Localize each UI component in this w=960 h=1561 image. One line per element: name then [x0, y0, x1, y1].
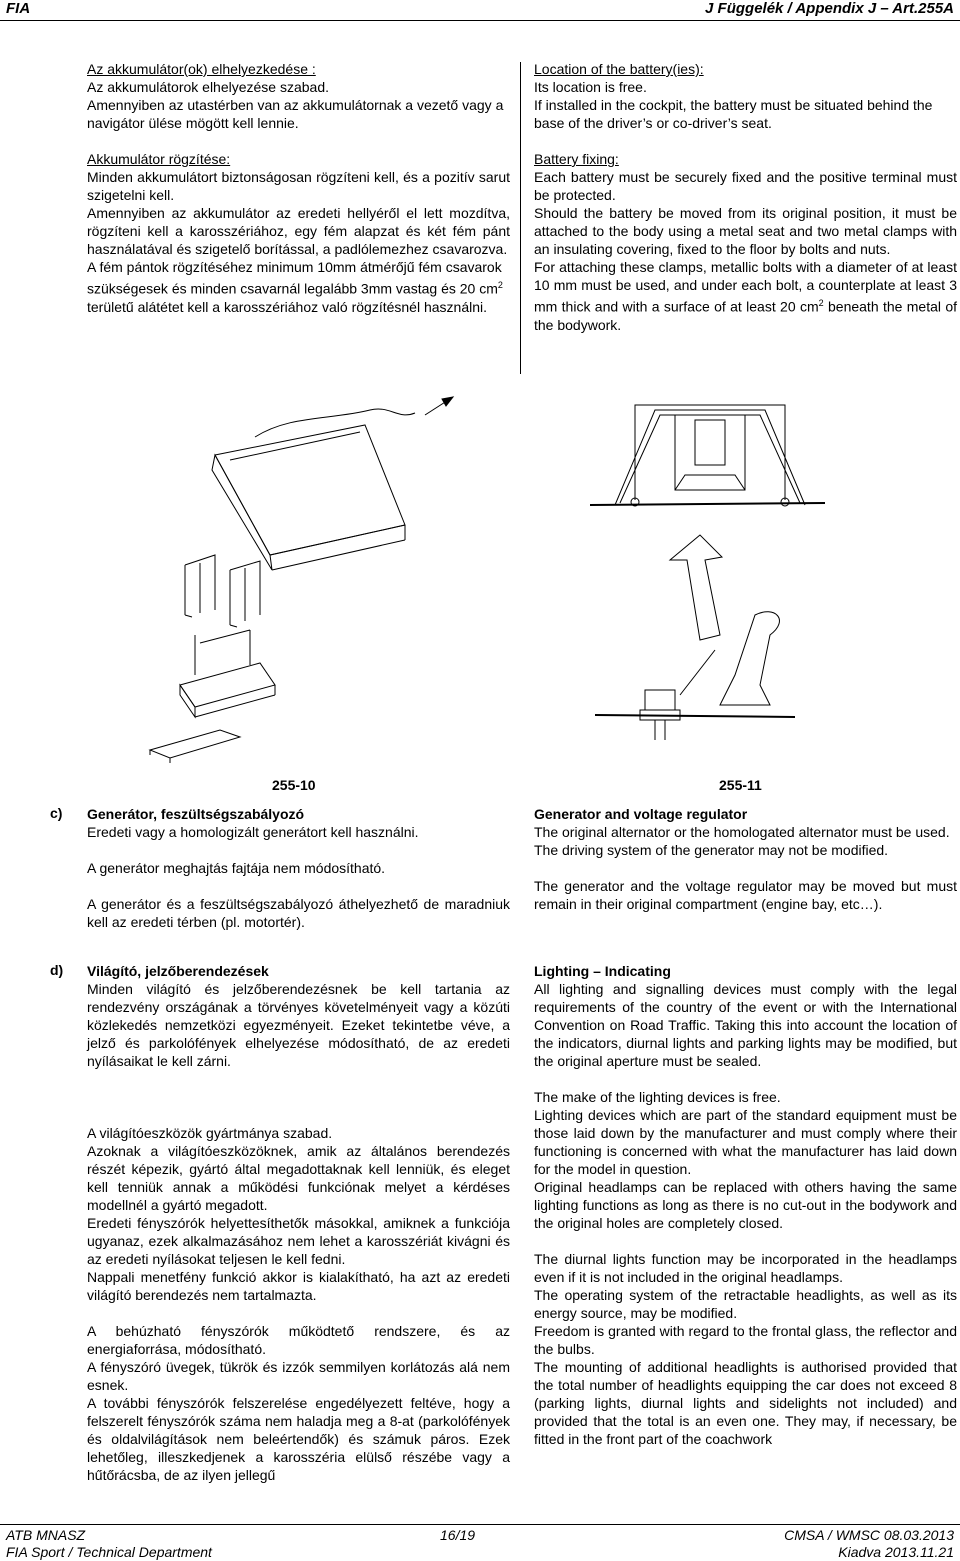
en-fixing-p1: Each battery must be securely fixed and the positive terminal must be protected. — [534, 169, 957, 203]
section-d-en-p1: All lighting and signalling devices must comply with the legal requirements of the country of the event or with the International Convention on Road Traffic. Taking this into account the location of the indicators, diurnal lights and parking lights may be modified, but the original aperture must be sealed. — [534, 981, 957, 1069]
column-divider — [520, 62, 521, 374]
section-d-english — [534, 962, 957, 1448]
hu-location-title: Az akkumulátor(ok) elhelyezkedése : — [87, 61, 316, 77]
section-c-hungarian — [87, 805, 510, 931]
section-d-hu-p5: Nappali menetfény funkció akkor is kialakítható, ha azt az eredeti világító berendezés nem tartalmazta. — [87, 1269, 510, 1303]
footer-right-line1: CMSA / WMSC 08.03.2013 — [784, 1527, 954, 1543]
section-c-en-title: Generator and voltage regulator — [534, 806, 748, 822]
en-location-line2: If installed in the cockpit, the battery must be situated behind the base of the driver’s or co-driver’s seat. — [534, 97, 933, 131]
battery-section-figure-right — [560, 385, 950, 765]
section-c-en-p1b: The driving system of the generator may not be modified. — [534, 842, 889, 858]
en-fixing-p3b: beneath the metal of the bodywork. — [534, 298, 957, 333]
section-d-en-p8: The mounting of additional headlights is authorised provided that the total number of headlights equipping the car does not exceed 8 (parking lights, diurnal lights and sidelights not included) and provided that the total is an even one. They may, if necessary, be fitted in the front part of the coachwork — [534, 1359, 957, 1447]
section-d-hu-p7: A fényszóró üvegek, tükrök és izzók semmilyen korlátozás alá nem esnek. — [87, 1359, 510, 1393]
hu-fixing-p3b: területű alátétet kell a karosszériához való rögzítésnél használni. — [87, 298, 487, 315]
section-d-hu-p8: A további fényszórók felszerelése engedélyezett feltéve, hogy a felszerelt fényszórók száma nem haladja meg a 8-at (parkolófények és oldalvilágítások nem beleértendők) és számuk páros. Ezek lehetőleg, illeszkedjenek a karosszéria elülső részébe vagy a hűtőrácsba, de az ilyen jellegű — [87, 1395, 510, 1483]
hu-fixing-p1: Minden akkumulátort biztonságosan rögzíteni kell, és a pozitív sarut szigetelni kell. — [87, 169, 510, 203]
section-d-en-p5: The diurnal lights function may be incorporated in the headlamps even if it is not included in the original headlamps. — [534, 1251, 957, 1285]
battery-figure-left — [140, 385, 480, 765]
section-c-letter: c) — [50, 805, 63, 821]
section-d-hu-p4: Eredeti fényszórók helyettesíthetők másokkal, amiknek a funkciója ugyanaz, ezek alkalmazásához nem lehet a karosszériát kivágni és az eredeti nyílásokat teljesen le kell fedni. — [87, 1215, 510, 1267]
en-fixing-p3sup: 2 — [818, 298, 824, 308]
header-rule — [0, 20, 960, 21]
footer-right-line2: Kiadva 2013.11.21 — [838, 1544, 954, 1560]
hu-fixing-p3sup: 2 — [497, 280, 503, 290]
en-fixing-title: Battery fixing: — [534, 151, 619, 167]
section-d-letter: d) — [50, 962, 64, 978]
hu-location-line1: Az akkumulátorok elhelyezése szabad. — [87, 79, 330, 95]
footer-rule — [0, 1524, 960, 1525]
en-location-title: Location of the battery(ies): — [534, 61, 704, 77]
section-d-en-p6: The operating system of the retractable headlights, as well as its energy source, may be modified. — [534, 1287, 957, 1321]
hu-fixing-title: Akkumulátor rögzítése: — [87, 151, 231, 167]
hu-location-line2: Amennyiben az utastérben van az akkumulátornak a vezető vagy a navigátor ülése mögött kell lennie. — [87, 97, 504, 131]
hu-fixing-p2: Amennyiben az akkumulátor az eredeti hellyéről el lett mozdítva, rögzíteni kell a karosszériához, egy fém alapzat és két fém pánt használatával és szigetelő borítással, a padlólemezhez csavarozva. — [87, 205, 510, 257]
page-header — [0, 0, 960, 20]
footer-left-line1: ATB MNASZ — [6, 1527, 86, 1543]
en-location-line1: Its location is free. — [534, 79, 647, 95]
section-c-hu-title: Generátor, feszültségszabályozó — [87, 806, 305, 822]
top-english-column — [534, 60, 957, 334]
header-right: J Függelék / Appendix J – Art.255A — [705, 0, 954, 17]
page-footer — [0, 1527, 960, 1561]
en-fixing-p2: Should the battery be moved from its original position, it must be attached to the body using a metal seat and two metal clamps with an insulating covering, fixed to the floor by bolts and nuts. — [534, 205, 957, 257]
section-d-hu-p3: Azoknak a világítóeszközöknek, amik az általános berendezés részét képezik, gyártó által megadottaknak kell lenniük, és eleget kell tenniük annak a működési funkciónak melyet a kérdéses modellnél a gyártó megadott. — [87, 1143, 510, 1213]
en-fixing-p3a: For attaching these clamps, metallic bolts with a diameter of at least 10 mm must be used, and under each bolt, a counterplate at least 3 mm thick and with a surface of at least 20 cm — [534, 259, 957, 315]
section-c-hu-p2: A generátor meghajtás fajtája nem módosítható. — [87, 860, 386, 876]
top-hungarian-column — [87, 60, 510, 316]
section-d-en-p4: Original headlamps can be replaced with others having the same lighting functions as long as there is no cut-out in the bodywork and the original holes are completely closed. — [534, 1179, 957, 1231]
section-d-hu-p1: Minden világító és jelzőberendezésnek be kell tartania az rendezvény országának a törvényes követelményeit vagy a közúti közlekedés nemzetközi egyezményeit. Ezeket tekintetbe véve, a jelző és parkolófények elhelyezése módosítható, de az eredeti nyílásaikat le kell zárni. — [87, 981, 510, 1069]
section-c-en-p2: The generator and the voltage regulator may be moved but must remain in their original compartment (engine bay, etc…). — [534, 878, 957, 912]
section-d-en-p3: Lighting devices which are part of the standard equipment must be those laid down by the manufacturer and must comply where their functioning is concerned with what the manufacturer has laid down for the model in question. — [534, 1107, 957, 1177]
footer-page-number: 16/19 — [440, 1527, 476, 1543]
section-c-hu-p1: Eredeti vagy a homologizált generátort kell használni. — [87, 824, 419, 840]
section-d-en-p7: Freedom is granted with regard to the frontal glass, the reflector and the bulbs. — [534, 1323, 957, 1357]
section-c-english — [534, 805, 957, 913]
section-d-hu-title: Világító, jelzőberendezések — [87, 963, 269, 979]
figure-caption-right: 255-11 — [719, 777, 762, 793]
section-c-en-p1: The original alternator or the homologated alternator must be used. — [534, 824, 950, 840]
section-d-hungarian — [87, 962, 510, 1484]
section-d-en-title: Lighting – Indicating — [534, 963, 671, 979]
section-d-hu-p2: A világítóeszközök gyártmánya szabad. — [87, 1125, 333, 1141]
footer-left-line2: FIA Sport / Technical Department — [6, 1544, 212, 1560]
hu-fixing-p3 — [87, 258, 510, 316]
figure-caption-left: 255-10 — [272, 777, 316, 793]
section-d-en-p2: The make of the lighting devices is free. — [534, 1089, 781, 1105]
en-fixing-p3 — [534, 258, 957, 334]
section-c-hu-p3: A generátor és a feszültségszabályozó áthelyezhető de maradniuk kell az eredeti térben (pl. motortér). — [87, 896, 510, 930]
header-left: FIA — [6, 0, 31, 17]
section-d-hu-p6: A behúzható fényszórók működtető rendszere, és az energiaforrása, módosítható. — [87, 1323, 510, 1357]
hu-fixing-p3a: A fém pántok rögzítéséhez minimum 10mm átmérőjű fém csavarok szükségesek és minden csavarnál legalább 3mm vastag és 20 cm — [87, 259, 502, 297]
